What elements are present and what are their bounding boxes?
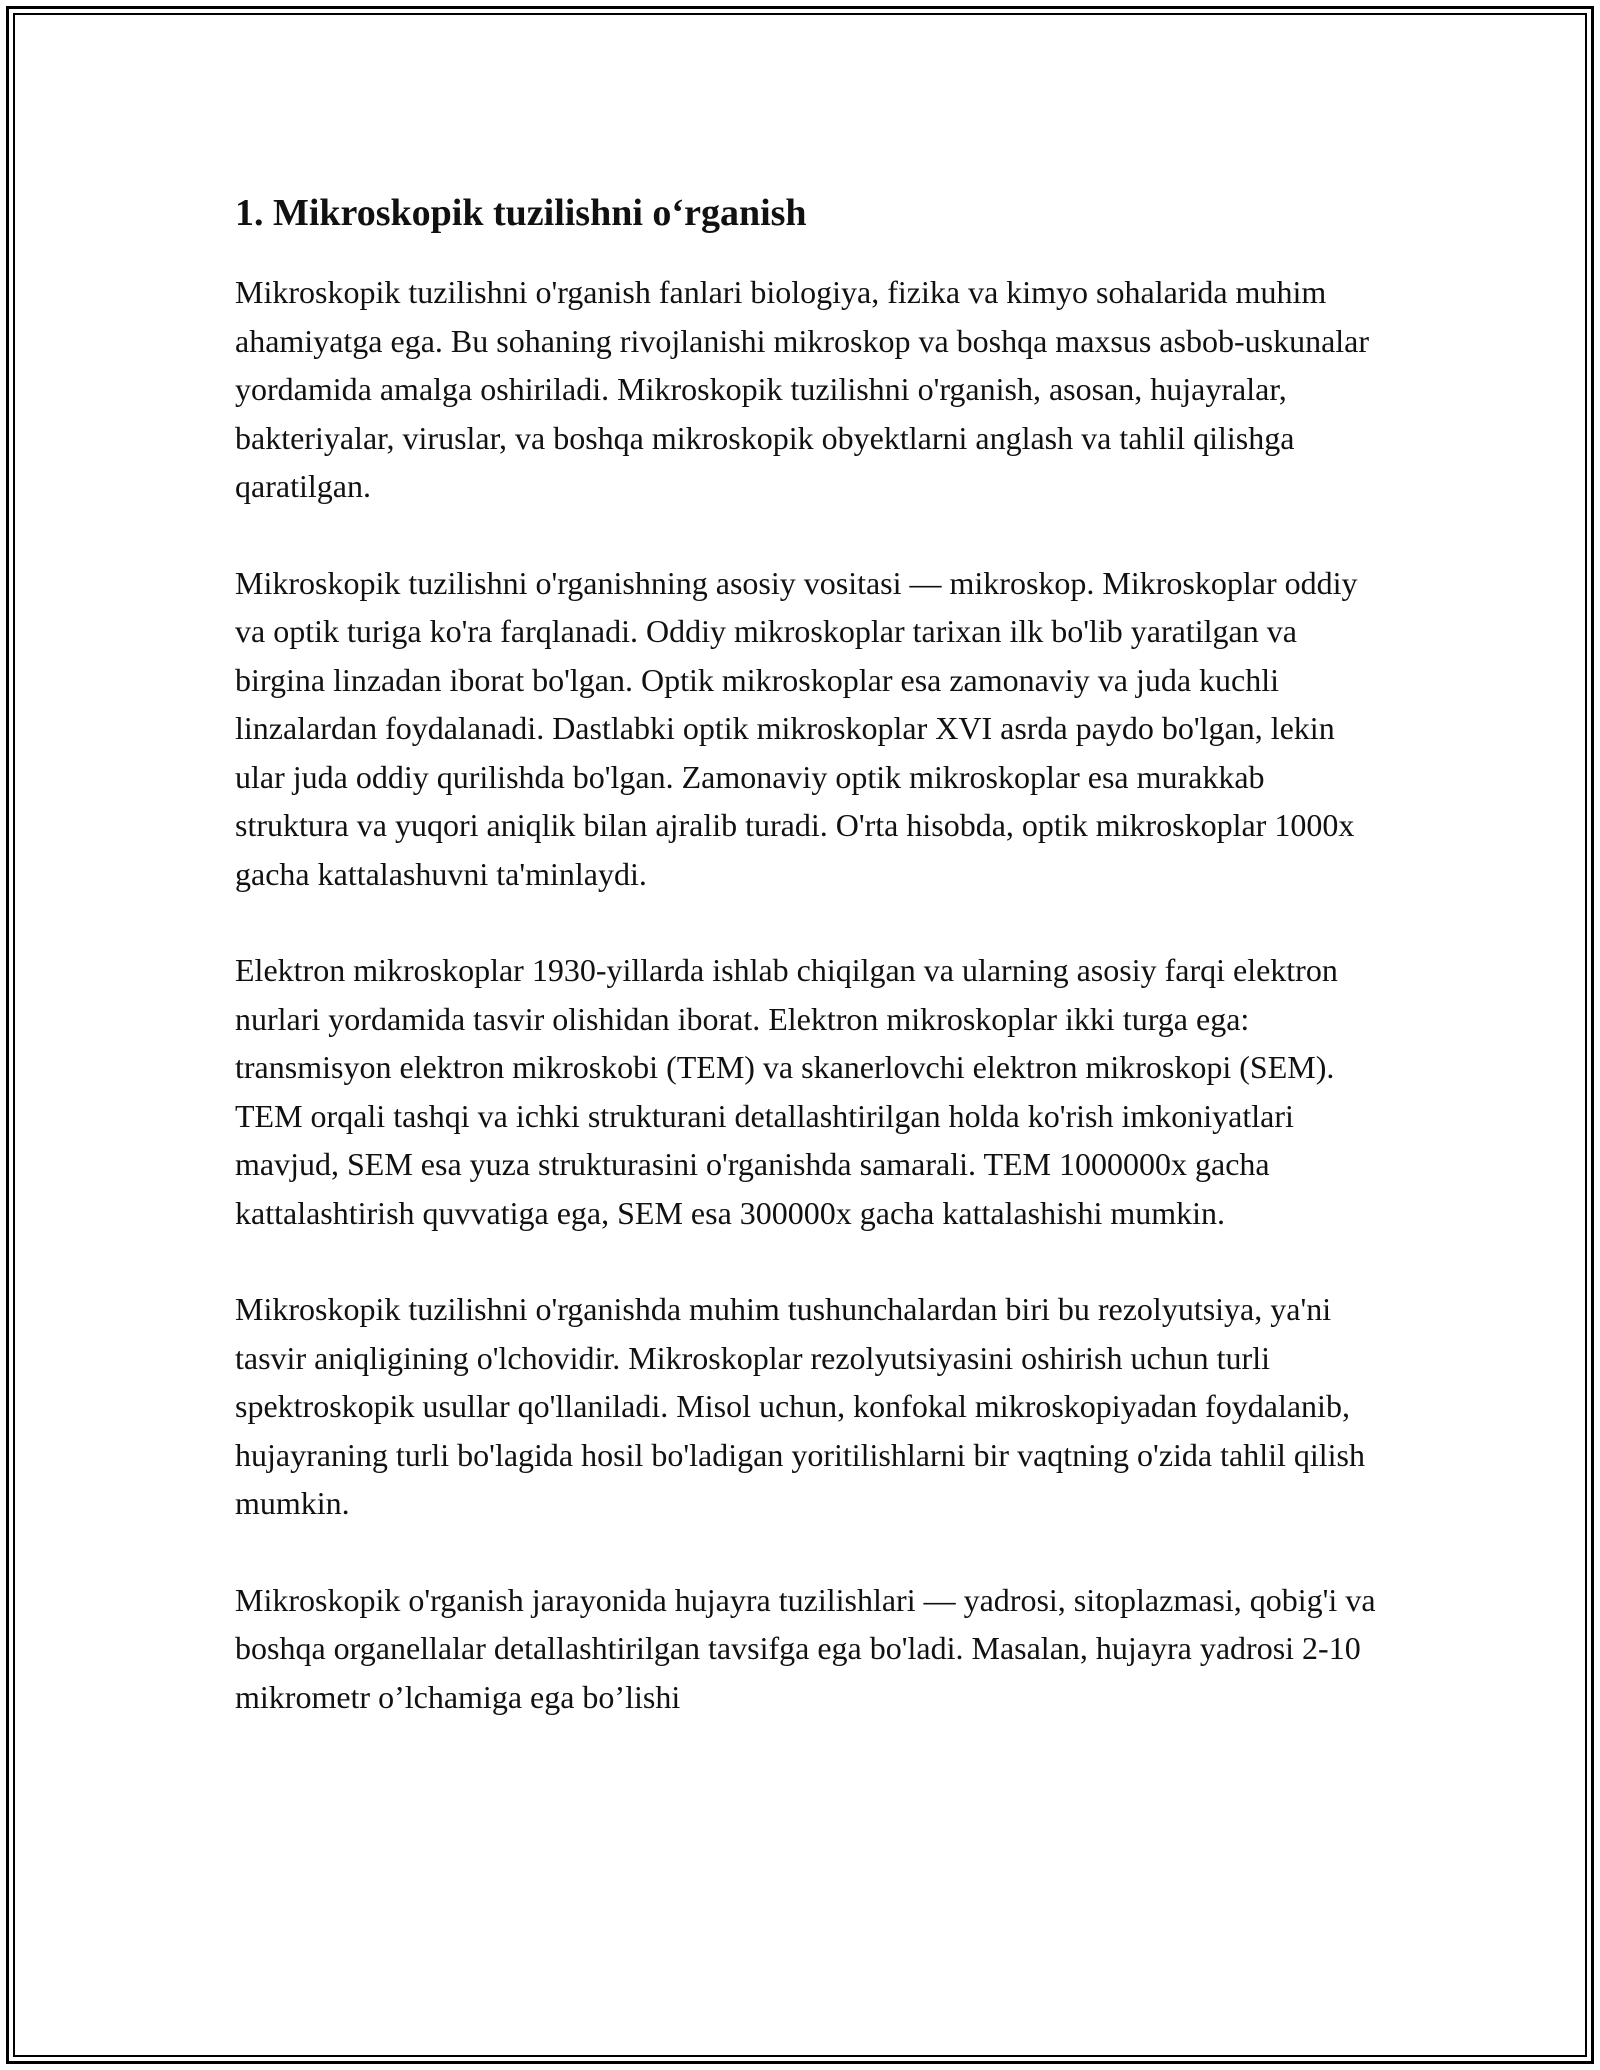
paragraph-intro: Mikroskopik tuzilishni o'rganish fanlari biologiya, fizika va kimyo sohalarida muhim ahamiyatga ega. Bu sohaning rivojlanishi mikroskop va boshqa maxsus asbob-uskunalar yordamida amalga oshiriladi. Mikroskopik tuzilishni o'rganish, asosan, hujayralar, bakteriyalar, viruslar, va boshqa mikroskopik obyektlarni anglash va tahlil qilishga qaratilgan. xyxy=(235,274,1370,504)
section-heading: 1. Mikroskopik tuzilishni o‘rganish xyxy=(235,192,807,234)
paragraph-electron-microscopes: Elektron mikroskoplar 1930-yillarda ishlab chiqilgan va ularning asosiy farqi elektron nurlari yordamida tasvir olishidan iborat. Elektron mikroskoplar ikki turga ega: transmisyon elektron mikroskobi (TEM) va skanerlovchi elektron mikroskopi (SEM). TEM orqali tashqi va ichki strukturani detallashtirilgan holda ko'rish imkoniyatlari mavjud, SEM esa yuza strukturasini o'rganishda samarali. TEM 1000000x gacha kattalashtirish quvvatiga ega, SEM esa 300000x gacha kattalashishi mumkin. xyxy=(235,952,1338,1231)
paragraph-resolution: Mikroskopik tuzilishni o'rganishda muhim tushunchalardan biri bu rezolyutsiya, ya'ni tasvir aniqligining o'lchovidir. Mikroskoplar rezolyutsiyasini oshirish uchun turli spektroskopik usullar qo'llaniladi. Misol uchun, konfokal mikroskopiyadan foydalanib, hujayraning turli bo'lagida hosil bo'ladigan yoritilishlarni bir vaqtning o'zida tahlil qilish mumkin. xyxy=(235,1291,1365,1521)
document-content xyxy=(235,186,1385,1769)
paragraph-cell-structures: Mikroskopik o'rganish jarayonida hujayra tuzilishlari — yadrosi, sitoplazmasi, qobig'i va boshqa organellalar detallashtirilgan tavsifga ega bo'ladi. Masalan, hujayra yadrosi 2-10 mikrometr o’lchamiga ega bo’lishi xyxy=(235,1581,1376,1715)
paragraph-optical-microscopes: Mikroskopik tuzilishni o'rganishning asosiy vositasi — mikroskop. Mikroskoplar oddiy va optik turiga ko'ra farqlanadi. Oddiy mikroskoplar tarixan ilk bo'lib yaratilgan va birgina linzadan iborat bo'lgan. Optik mikroskoplar esa zamonaviy va juda kuchli linzalardan foydalanadi. Dastlabki optik mikroskoplar XVI asrda paydo bo'lgan, lekin ular juda oddiy qurilishda bo'lgan. Zamonaviy optik mikroskoplar esa murakkab struktura va yuqori aniqlik bilan ajralib turadi. O'rta hisobda, optik mikroskoplar 1000x gacha kattalashuvni ta'minlaydi. xyxy=(235,564,1358,892)
